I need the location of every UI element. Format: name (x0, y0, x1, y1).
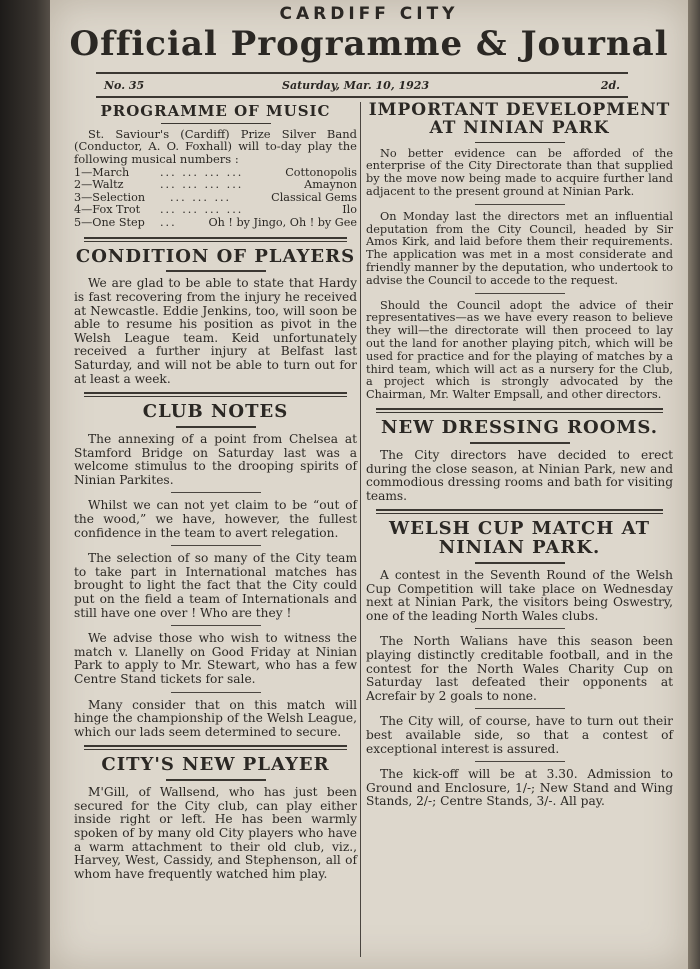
club-notes-paragraph: The selection of so many of the City team to take part in International matches has brought to light the fact that the City could put on the field a team of Internationals and still have one over ! Who are they ! (74, 551, 357, 620)
background-left (0, 0, 52, 969)
new-player-heading: CITY'S NEW PLAYER (101, 754, 330, 776)
club-notes-paragraph: The annexing of a point from Chelsea at Stamford Bridge on Saturday last was a welcome stimulus to the drooping spirits of Ninian Parkites. (74, 432, 357, 487)
welsh-cup-rule (475, 562, 565, 564)
section-rule (376, 408, 663, 413)
masthead-rule-bottom (96, 96, 628, 98)
issue-price: 2d. (600, 79, 620, 92)
club-notes-paragraph: Many consider that on this match will hinge the championship of the Welsh League, which our lads seem determined to secure. (74, 697, 357, 739)
music-heading: PROGRAMME OF MUSIC (100, 102, 331, 120)
welsh-cup-paragraph: A contest in the Seventh Round of the Welsh Cup Competition will take place on Wednesday next at Ninian Park, the visitors being Oswestry, one of the leading North Wales clubs. (366, 568, 673, 623)
issue-number: No. 35 (104, 79, 145, 92)
section-rule (84, 237, 347, 242)
welsh-cup-heading-line2: NINIAN PARK. (438, 537, 601, 559)
music-intro: St. Saviour's (Cardiff) Prize Silver Band (Conductor, A. O. Foxhall) will to-day play the following musical numbers : (74, 126, 357, 166)
section-rule (84, 745, 347, 750)
development-heading-line1: IMPORTANT DEVELOPMENT (368, 100, 671, 120)
dressing-heading: NEW DRESSING ROOMS. (381, 417, 658, 439)
paragraph-separator (475, 761, 565, 762)
club-notes-paragraph: We advise those who wish to witness the match v. Llanelly on Good Friday at Ninian Park to apply to Mr. Stewart, who has a few Centre Stand tickets for sale. (74, 631, 357, 686)
music-item: 5—One Step ... Oh ! by Jingo, Oh ! by Gee (74, 215, 357, 229)
issue-date: Saturday, Mar. 10, 1923 (282, 79, 430, 92)
development-paragraph: Should the Council adopt the advice of their representatives—as we have every reason to believe they will—the directorate will then proceed to lay out the land for another playing pitch, which will be used for practice and for the playing of matches by a third team, which will act as a nursery for the Club, a project which is strongly advocated by the Chairman, Mr. Walter Empsall, and other directors. (366, 298, 673, 402)
dressing-rule (470, 442, 570, 444)
welsh-cup-paragraph: The City will, of course, have to turn out their best available side, so that a contest of exceptional interest is assured. (366, 714, 673, 756)
masthead-rule-top (96, 72, 628, 74)
dateline (102, 77, 622, 95)
development-paragraph: On Monday last the directors met an influential deputation from the City Council, headed by Sir Amos Kirk, and laid before them their requirements. The application was met in a most considerate and friendly manner by the deputation, who undertook to advise the Council to accede to the request. (366, 209, 673, 287)
paragraph-separator (475, 293, 565, 294)
column-divider (360, 102, 361, 957)
music-rule (161, 123, 271, 124)
programme-page (50, 0, 688, 969)
paragraph-separator (475, 628, 565, 629)
development-rule (475, 142, 565, 143)
music-item: 2—Waltz ... ... ... ... Amaynon (74, 178, 357, 192)
paragraph-separator (475, 708, 565, 709)
music-item: 4—Fox Trot ... ... ... ... Ilo (74, 203, 357, 217)
club-notes-rule (176, 426, 256, 428)
condition-heading: CONDITION OF PLAYERS (75, 245, 356, 267)
condition-rule (166, 270, 266, 272)
paragraph-separator (171, 492, 261, 493)
right-column (366, 102, 673, 809)
background-right (686, 0, 700, 969)
paragraph-separator (171, 625, 261, 626)
music-item: 3—Selection ... ... ... Classical Gems (74, 190, 357, 204)
dressing-text: The City directors have decided to erect during the close season, at Ninian Park, new and commodious dressing rooms and bath for visiting teams. (366, 447, 673, 503)
paragraph-separator (171, 692, 261, 693)
new-player-rule (166, 779, 266, 781)
music-list (74, 166, 357, 229)
club-notes-paragraph: Whilst we can not yet claim to be “out of the wood,” we have, however, the fullest confidence in the team to avert relegation. (74, 498, 357, 540)
section-rule (376, 509, 663, 514)
club-notes-heading: CLUB NOTES (142, 401, 289, 423)
paragraph-separator (171, 545, 261, 546)
music-item: 1—March ... ... ... ... Cottonopolis (74, 165, 357, 179)
welsh-cup-paragraph: The North Walians have this season been playing distinctly creditable football, and in the contest for the North Wales Charity Cup on Saturday last defeated their opponents at Acrefair by 2 goals to none. (366, 634, 673, 703)
new-player-text: M'Gill, of Wallsend, who has just been secured for the City club, can play either inside right or left. He has been warmly spoken of by many old City players who have a warm attachment to their old club, viz., Harvey, West, Cassidy, and Stephenson, all of whom have frequently watched him play. (74, 785, 357, 881)
development-paragraph: No better evidence can be afforded of the enterprise of the City Directorate than that supplied by the move now being made to acquire further land adjacent to the present ground at Ninian Park. (366, 146, 673, 199)
welsh-cup-paragraph: The kick-off will be at 3.30. Admission to Ground and Enclosure, 1/-; New Stand and Wing Stands, 2/-; Centre Stands, 3/-. All pay. (366, 767, 673, 809)
left-column (74, 102, 357, 881)
condition-text: We are glad to be able to state that Hardy is fast recovering from the injury he received at Newcastle. Eddie Jenkins, too, will soon be able to resume his position as pivot in the Welsh League team. Keid unfortunately received a further injury at Belfast last Saturday, and will not be able to turn out for at least a week. (74, 276, 357, 386)
section-rule (84, 392, 347, 397)
welsh-cup-heading-line1: WELSH CUP MATCH AT (389, 518, 650, 540)
development-heading-line2: AT NINIAN PARK (429, 117, 610, 138)
paragraph-separator (475, 204, 565, 205)
club-name: CARDIFF CITY (279, 4, 459, 24)
programme-title: Official Programme & Journal (69, 24, 669, 64)
